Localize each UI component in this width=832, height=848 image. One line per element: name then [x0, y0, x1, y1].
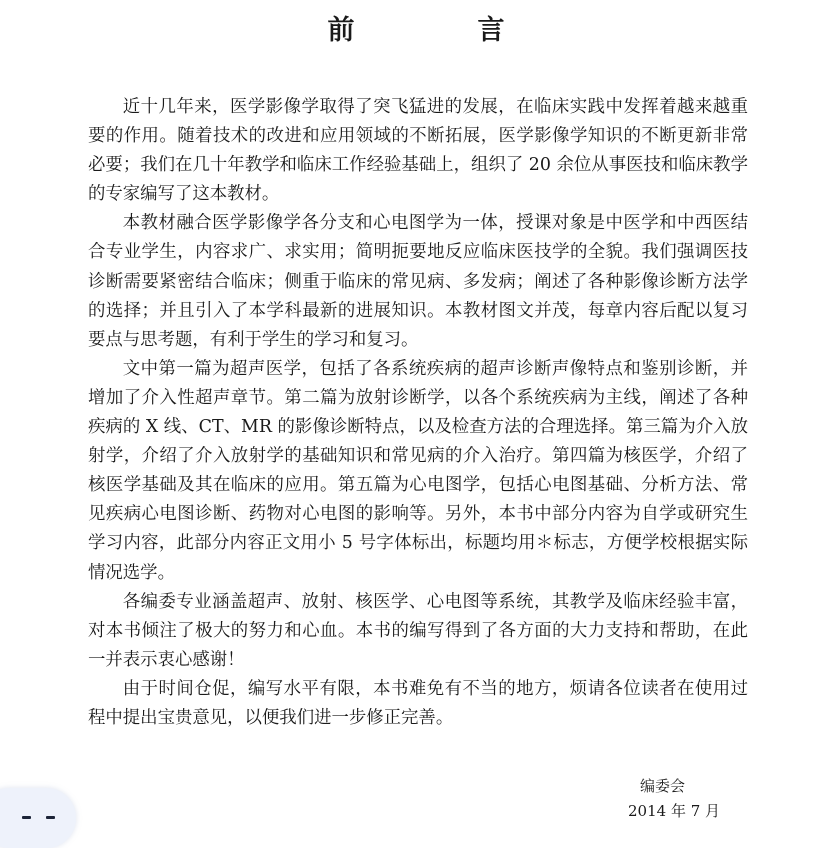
signature-date: 2014 年 7 月: [628, 802, 721, 820]
paragraph-1: 近十几年来，医学影像学取得了突飞猛进的发展，在临床实践中发挥着越来越重要的作用。随着技术的改进和应用领域的不断拓展，医学影像学知识的不断更新非常必要；我们在几十年教学和临床工作经验基础上，组织了 20 余位从事医技和临床教学的专家编写了这本教材。: [88, 97, 748, 205]
signature-org: 编委会: [640, 777, 686, 795]
assistant-right-eye: [46, 816, 55, 819]
preface-body: [88, 93, 748, 733]
assistant-left-eye: [22, 816, 31, 819]
paragraph-5: 由于时间仓促，编写水平有限，本书难免有不当的地方，烦请各位读者在使用过程中提出宝贵意见，以便我们进一步修正完善。: [88, 678, 748, 728]
assistant-face-icon[interactable]: [0, 788, 76, 848]
paragraph-4: 各编委专业涵盖超声、放射、核医学、心电图等系统，其教学及临床经验丰富，对本书倾注了极大的努力和心血。本书的编写得到了各方面的大力支持和帮助，在此一并表示衷心感谢！: [88, 591, 748, 670]
paragraph-2: 本教材融合医学影像学各分支和心电图学为一体，授课对象是中医学和中西医结合专业学生，内容求广、求实用；简明扼要地反应临床医技学的全貌。我们强调医技诊断需要紧密结合临床；侧重于临床的常见病、多发病；阐述了各种影像诊断方法学的选择；并且引入了本学科最新的进展知识。本教材图文并茂，每章内容后配以复习要点与思考题，有利于学生的学习和复习。: [88, 213, 748, 350]
paragraph-3: 文中第一篇为超声医学，包括了各系统疾病的超声诊断声像特点和鉴别诊断，并增加了介入性超声章节。第二篇为放射诊断学，以各个系统疾病为主线，阐述了各种疾病的 X 线、CT、MR 的影像诊断特点，以及检查方法的合理选择。第三篇为介入放射学，介绍了介入放射学的基础知识和常见病的介入治疗。第四篇为核医学，介绍了核医学基础及其在临床的应用。第五篇为心电图学，包括心电图基础、分析方法、常见疾病心电图诊断、药物对心电图的影响等。另外，本书中部分内容为自学或研究生学习内容，此部分内容正文用小 5 号字体标出，标题均用＊标志，方便学校根据实际情况选学。: [88, 358, 748, 583]
page-title: 前 言: [327, 15, 553, 46]
